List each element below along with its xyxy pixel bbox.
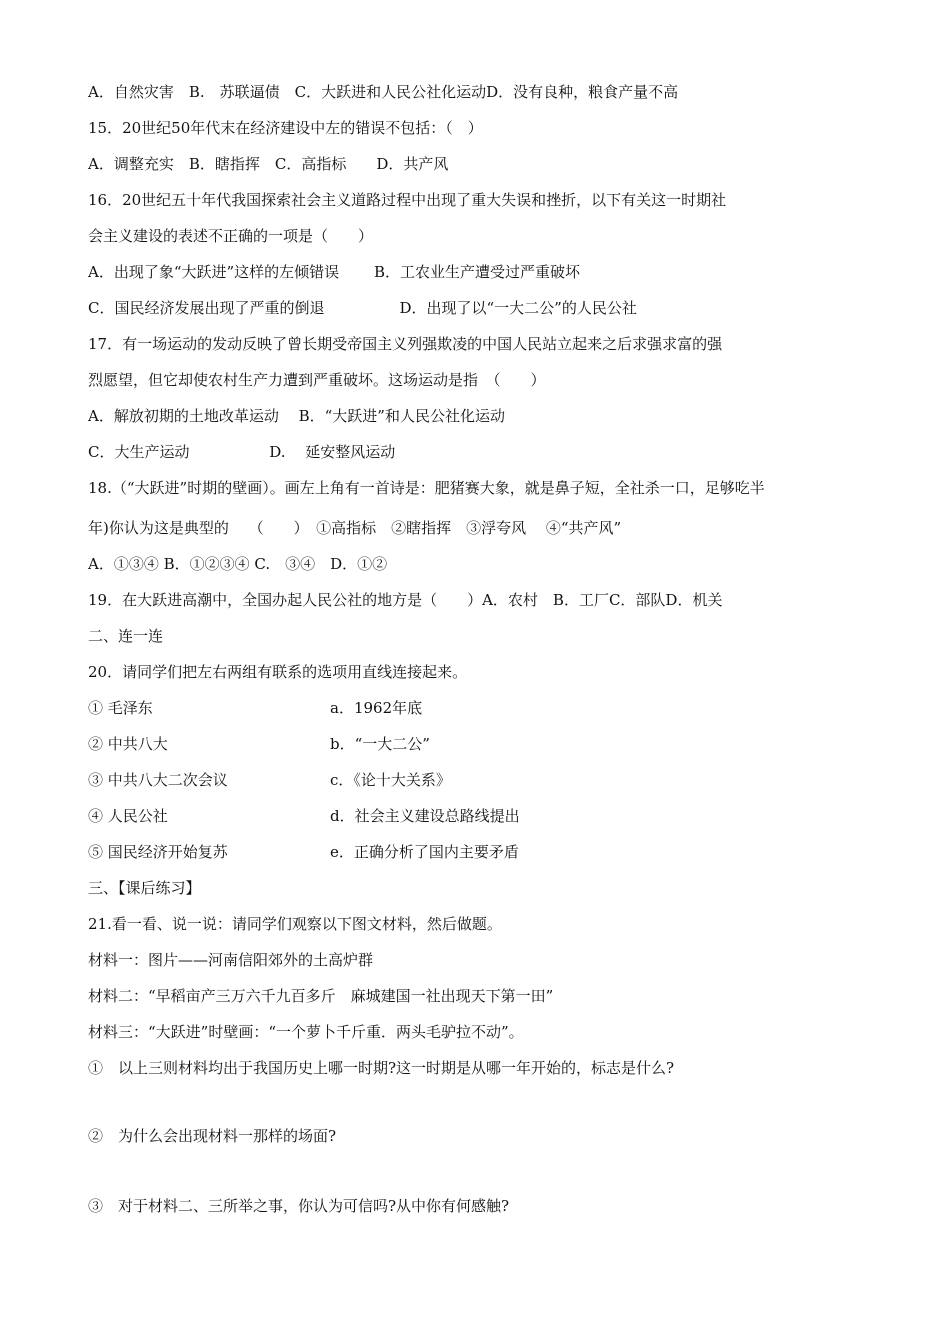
q21-sub-3: ③ 对于材料二、三所举之事，你认为可信吗?从中你有何感触? <box>88 1197 510 1215</box>
match-right-item: b．“一大二公” <box>330 735 430 753</box>
q17-options-ab: A．解放初期的土地改革运动 B．“大跃进”和人民公社化运动 <box>88 407 505 425</box>
q18-options: A．①③④ B．①②③④ C. ③④ D．①② <box>88 555 388 573</box>
q14-options: A．自然灾害 B. 苏联逼债 C．大跃进和人民公社化运动D．没有良种，粮食产量不高 <box>88 83 679 101</box>
q16-options-ab: A．出现了象“大跃进”这样的左倾错误 B．工农业生产遭受过严重破坏 <box>88 263 580 281</box>
match-left-item: ③ 中共八大二次会议 <box>88 771 228 789</box>
material-3: 材料三：“大跃进”时壁画：“一个萝卜千斤重．两头毛驴拉不动”。 <box>88 1023 524 1041</box>
match-right-item: e．正确分析了国内主要矛盾 <box>330 843 519 861</box>
match-right-item: a．1962年底 <box>330 699 423 717</box>
q15-options: A．调整充实 B．瞎指挥 C．高指标 D．共产风 <box>88 155 449 173</box>
q16-stem-line1: 16．20世纪五十年代我国探索社会主义道路过程中出现了重大失误和挫折，以下有关这一时期社 <box>88 191 727 209</box>
q16-options-cd: C．国民经济发展出现了严重的倒退 D．出现了以“一大二公”的人民公社 <box>88 299 637 317</box>
match-left-item: ④ 人民公社 <box>88 807 168 825</box>
match-right-item: d．社会主义建设总路线提出 <box>330 807 520 825</box>
q16-stem-line2: 会主义建设的表述不正确的一项是（ ） <box>88 227 374 245</box>
q18-stem-line2: 年)你认为这是典型的 （ ） ①高指标 ②瞎指挥 ③浮夸风 ④“共产风” <box>88 519 622 537</box>
material-2: 材料二：“早稻亩产三万六千九百多斤 麻城建国一社出现天下第一田” <box>88 987 554 1005</box>
q19-stem: 19．在大跃进高潮中，全国办起人民公社的地方是（ ）A．农村 B．工厂C．部队D．机关 <box>88 591 723 609</box>
section-heading-2: 二、连一连 <box>88 627 164 645</box>
match-left-item: ⑤ 国民经济开始复苏 <box>88 843 228 861</box>
match-left-item: ① 毛泽东 <box>88 699 153 717</box>
q17-options-cd: C．大生产运动 D. 延安整风运动 <box>88 443 396 461</box>
material-1: 材料一：图片——河南信阳郊外的土高炉群 <box>88 951 374 969</box>
q17-stem-line1: 17．有一场运动的发动反映了曾长期受帝国主义列强欺凌的中国人民站立起来之后求强求富的强 <box>88 335 723 353</box>
q17-stem-line2: 烈愿望，但它却使农村生产力遭到严重破坏。这场运动是指 （ ） <box>88 371 546 389</box>
q21-sub-2: ② 为什么会出现材料一那样的场面? <box>88 1127 337 1145</box>
q20-stem: 20．请同学们把左右两组有联系的选项用直线连接起来。 <box>88 663 468 681</box>
q15-stem: 15．20世纪50年代末在经济建设中左的错误不包括：（ ） <box>88 119 483 137</box>
q18-stem-line1: 18.（“大跃进”时期的壁画）。画左上角有一首诗是：肥猪赛大象，就是鼻子短，全社杀一口，足够吃半 <box>88 479 765 497</box>
match-left-item: ② 中共八大 <box>88 735 168 753</box>
section-heading-3: 三、【课后练习】 <box>88 879 201 897</box>
match-right-item: c．《论十大关系》 <box>330 771 451 789</box>
q21-sub-1: ① 以上三则材料均出于我国历史上哪一时期?这一时期是从哪一年开始的，标志是什么? <box>88 1059 675 1077</box>
q21-stem: 21.看一看、说一说：请同学们观察以下图文材料，然后做题。 <box>88 915 502 933</box>
